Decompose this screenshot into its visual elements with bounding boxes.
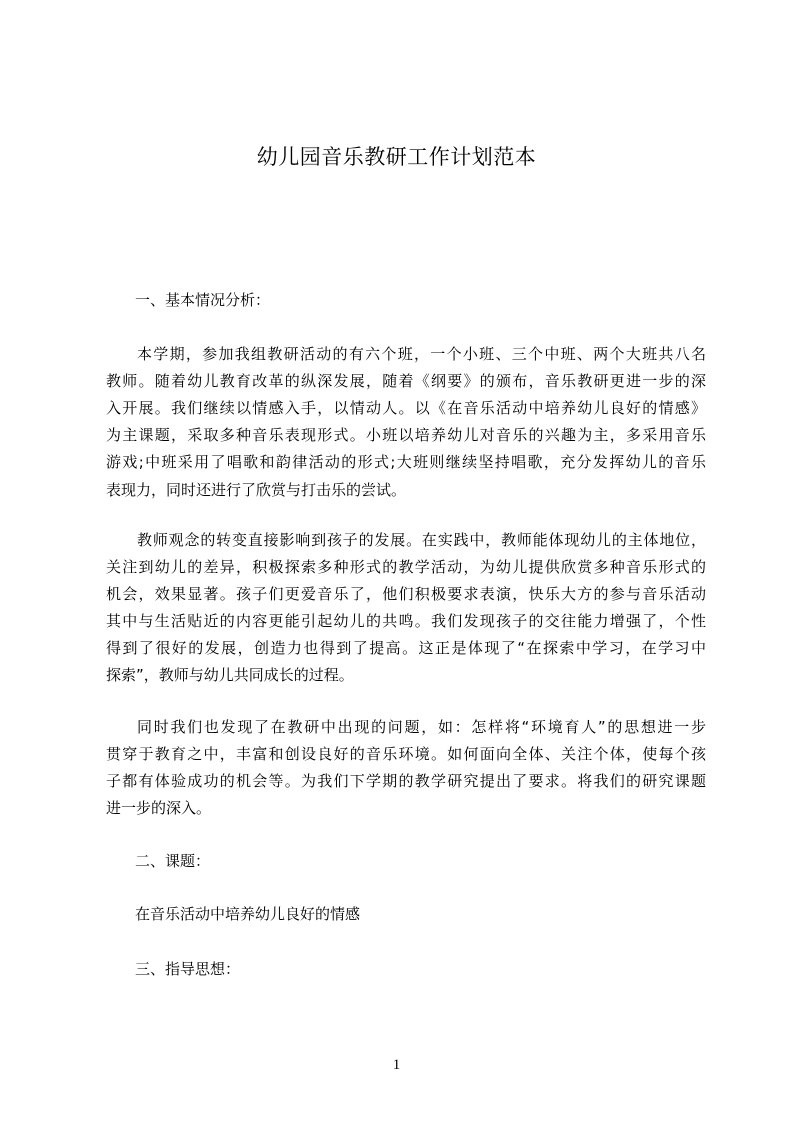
paragraph-2-line-6: 探索”，教师与幼儿共同成长的过程。 <box>106 666 354 684</box>
paragraph-2-line-1: 教师观念的转变直接影响到孩子的发展。在实践中，教师能体现幼儿的主体地位， <box>137 531 706 549</box>
paragraph-1-line-5: 游戏;中班采用了唱歌和韵律活动的形式;大班则继续坚持唱歌，充分发挥幼儿的音乐 <box>106 453 706 471</box>
paragraph-2-line-4: 其中与生活贴近的内容更能引起幼儿的共鸣。我们发现孩子的交往能力增强了，个性 <box>106 612 706 630</box>
paragraph-3-line-2: 贯穿于教育之中，丰富和创设良好的音乐环境。如何面向全体、关注个体，使每个孩 <box>106 745 706 763</box>
paragraph-2-line-3: 机会，效果显著。孩子们更爱音乐了，他们积极要求表演，快乐大方的参与音乐活动 <box>106 585 706 603</box>
paragraph-1-line-3: 入开展。我们继续以情感入手，以情动人。以《在音乐活动中培养幼儿良好的情感》 <box>106 399 706 417</box>
page-number: 1 <box>392 1057 401 1073</box>
paragraph-3-line-3: 子都有体验成功的机会等。为我们下学期的教学研究提出了要求。将我们的研究课题 <box>106 772 706 790</box>
paragraph-3-line-1: 同时我们也发现了在教研中出现的问题，如：怎样将“环境育人”的思想进一步 <box>137 718 706 736</box>
paragraph-2-line-2: 关注到幼儿的差异，积极探索多种形式的教学活动，为幼儿提供欣赏多种音乐形式的 <box>106 558 706 576</box>
paragraph-3-line-4: 进一步的深入。 <box>106 799 212 817</box>
paragraph-2-line-5: 得到了很好的发展，创造力也得到了提高。这正是体现了“在探索中学习，在学习中 <box>106 639 706 657</box>
paragraph-1-line-2: 教师。随着幼儿教育改革的纵深发展，随着《纲要》的颁布，音乐教研更进一步的深 <box>106 372 706 390</box>
section-heading-guiding-ideology: 三、指导思想： <box>135 960 241 978</box>
document-title: 幼儿园音乐教研工作计划范本 <box>256 145 537 169</box>
paragraph-1-line-1: 本学期，参加我组教研活动的有六个班，一个小班、三个中班、两个大班共八名 <box>137 345 706 363</box>
paragraph-1-line-6: 表现力，同时还进行了欣赏与打击乐的尝试。 <box>106 481 407 499</box>
section-heading-basic-analysis: 一、基本情况分析： <box>135 291 271 309</box>
paragraph-1-line-4: 为主课题，采取多种音乐表现形式。小班以培养幼儿对音乐的兴趣为主，多采用音乐 <box>106 426 706 444</box>
topic-text: 在音乐活动中培养幼儿良好的情感 <box>135 905 361 923</box>
section-heading-topic: 二、课题： <box>135 852 211 870</box>
